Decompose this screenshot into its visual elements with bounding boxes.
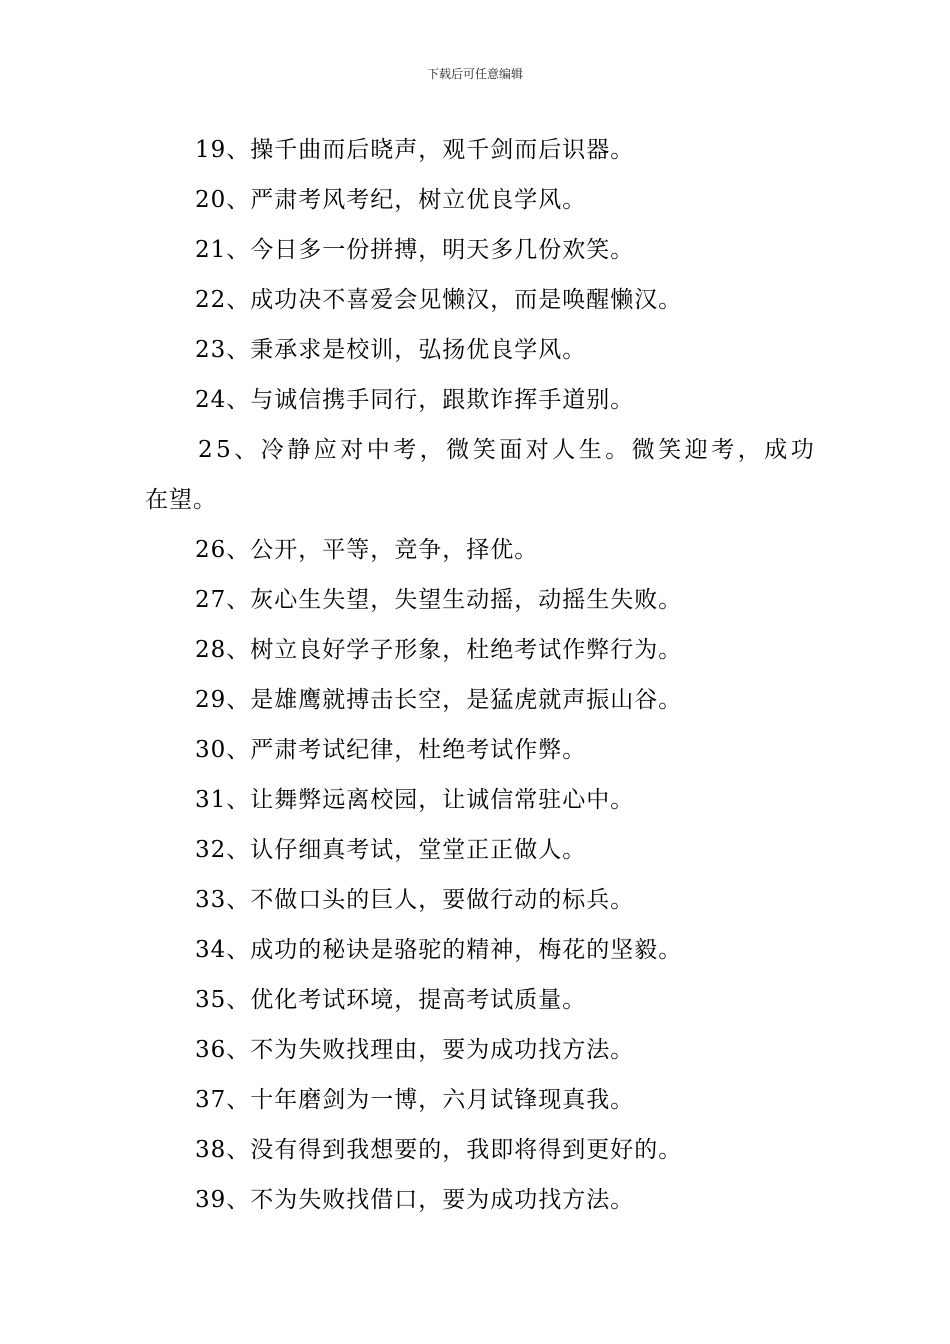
text-line: 29、是雄鹰就搏击长空，是猛虎就声振山谷。 (195, 687, 683, 713)
text-line: 19、操千曲而后晓声，观千剑而后识器。 (195, 137, 635, 163)
text-line: 38、没有得到我想要的，我即将得到更好的。 (195, 1137, 683, 1163)
text-line-continuation: 在望。 (145, 487, 217, 513)
text-line: 39、不为失败找借口，要为成功找方法。 (195, 1187, 635, 1213)
text-line: 36、不为失败找理由，要为成功找方法。 (195, 1037, 635, 1063)
text-line: 35、优化考试环境，提高考试质量。 (195, 987, 587, 1013)
text-line: 34、成功的秘诀是骆驼的精神，梅花的坚毅。 (195, 937, 683, 963)
text-line: 31、让舞弊远离校园，让诚信常驻心中。 (195, 787, 635, 813)
text-line: 33、不做口头的巨人，要做行动的标兵。 (195, 887, 635, 913)
text-line: 32、认仔细真考试，堂堂正正做人。 (195, 837, 587, 863)
text-line: 37、十年磨剑为一博，六月试锋现真我。 (195, 1087, 635, 1113)
text-line: 24、与诚信携手同行，跟欺诈挥手道别。 (195, 387, 635, 413)
text-line: 26、公开，平等，竞争，择优。 (195, 537, 539, 563)
text-line: 28、树立良好学子形象，杜绝考试作弊行为。 (195, 637, 683, 663)
page-header: 下载后可任意编辑 (426, 67, 523, 81)
text-line-wrapped-start: 25、冷静应对中考，微笑面对人生。微笑迎考，成功 (198, 437, 818, 463)
text-line: 22、成功决不喜爱会见懒汉，而是唤醒懒汉。 (195, 287, 683, 313)
document-body (0, 125, 950, 1225)
text-line: 23、秉承求是校训，弘扬优良学风。 (195, 337, 587, 363)
text-line: 30、严肃考试纪律，杜绝考试作弊。 (195, 737, 587, 763)
text-line: 21、今日多一份拼搏，明天多几份欢笑。 (195, 237, 635, 263)
text-line: 20、严肃考风考纪，树立优良学风。 (195, 187, 587, 213)
text-line: 27、灰心生失望，失望生动摇，动摇生失败。 (195, 587, 683, 613)
